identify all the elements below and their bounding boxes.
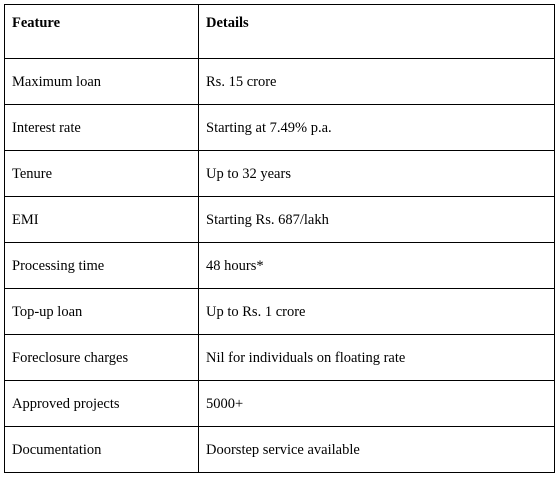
details-cell: Starting Rs. 687/lakh bbox=[199, 197, 555, 243]
header-feature: Feature bbox=[5, 5, 199, 59]
feature-cell: EMI bbox=[5, 197, 199, 243]
feature-cell: Documentation bbox=[5, 427, 199, 473]
table-row bbox=[5, 335, 555, 381]
table-row bbox=[5, 243, 555, 289]
details-cell: 5000+ bbox=[199, 381, 555, 427]
table-row bbox=[5, 289, 555, 335]
table-row bbox=[5, 151, 555, 197]
table-row bbox=[5, 197, 555, 243]
details-cell: Up to Rs. 1 crore bbox=[199, 289, 555, 335]
feature-cell: Tenure bbox=[5, 151, 199, 197]
table-header-row bbox=[5, 5, 555, 59]
details-cell: Starting at 7.49% p.a. bbox=[199, 105, 555, 151]
table-row bbox=[5, 381, 555, 427]
feature-cell: Foreclosure charges bbox=[5, 335, 199, 381]
details-cell: Doorstep service available bbox=[199, 427, 555, 473]
feature-cell: Processing time bbox=[5, 243, 199, 289]
header-details: Details bbox=[199, 5, 555, 59]
feature-cell: Approved projects bbox=[5, 381, 199, 427]
details-cell: 48 hours* bbox=[199, 243, 555, 289]
table-row bbox=[5, 105, 555, 151]
feature-cell: Interest rate bbox=[5, 105, 199, 151]
details-cell: Nil for individuals on floating rate bbox=[199, 335, 555, 381]
table-row bbox=[5, 59, 555, 105]
feature-cell: Top-up loan bbox=[5, 289, 199, 335]
details-cell: Up to 32 years bbox=[199, 151, 555, 197]
details-cell: Rs. 15 crore bbox=[199, 59, 555, 105]
feature-table bbox=[4, 4, 555, 473]
feature-cell: Maximum loan bbox=[5, 59, 199, 105]
table-row bbox=[5, 427, 555, 473]
